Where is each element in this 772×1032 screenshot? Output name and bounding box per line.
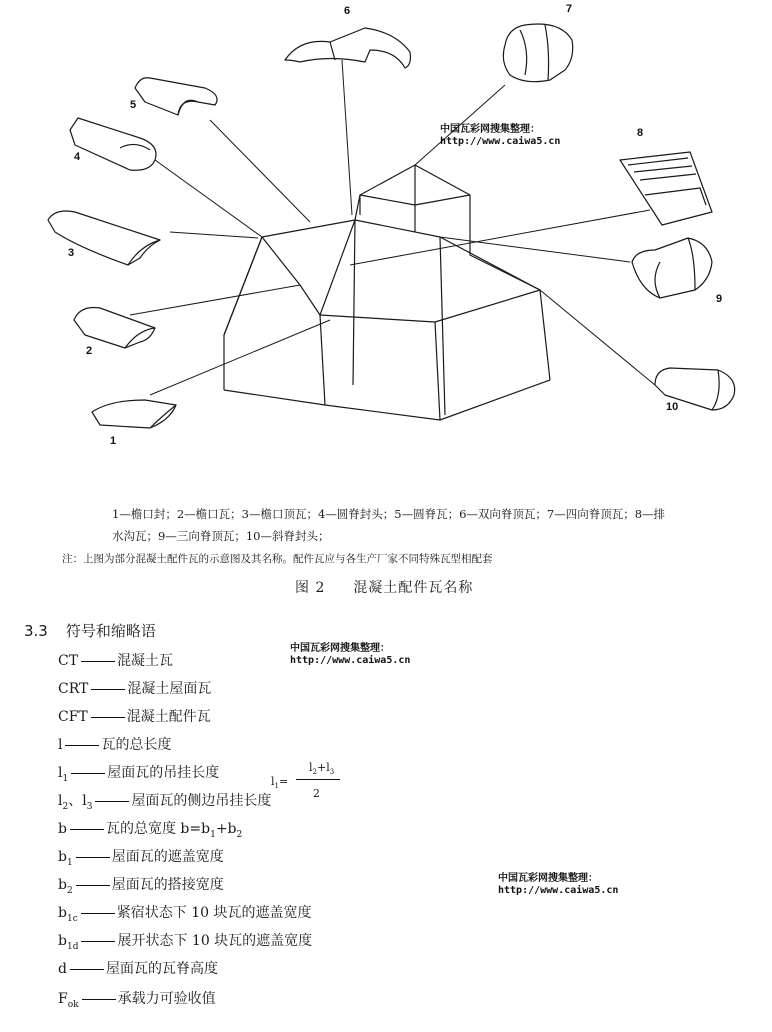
figure-note: 注：上图为部分混凝土配件瓦的示意图及其名称。配件瓦应与各生产厂家不同特殊瓦型相配套 bbox=[62, 553, 493, 565]
symbol-item bbox=[58, 734, 171, 756]
symbol-sub: 2 bbox=[236, 829, 243, 840]
symbol: b bbox=[58, 849, 67, 865]
symbol: l bbox=[58, 793, 63, 809]
legend-line: 水沟瓦；9—三向脊顶瓦；10—斜脊封头； bbox=[112, 529, 330, 543]
symbol-desc: 屋面瓦的吊挂长度 bbox=[107, 765, 220, 781]
label-4: 4 bbox=[74, 151, 81, 163]
label-9: 9 bbox=[716, 293, 723, 305]
watermark-url: http://www.caiwa5.cn bbox=[440, 136, 561, 147]
symbol-item bbox=[58, 790, 271, 812]
caption-title: 混凝土配件瓦名称 bbox=[353, 580, 474, 596]
tile-3-eave-top-tile bbox=[48, 211, 160, 265]
tile-5-round-ridge-tile bbox=[135, 78, 217, 115]
figure-legend bbox=[112, 503, 742, 547]
symbol: CT bbox=[58, 653, 79, 669]
symbol: CFT bbox=[58, 709, 88, 725]
symbol-sub: 1c bbox=[66, 913, 78, 924]
watermark-url: http://www.caiwa5.cn bbox=[290, 655, 411, 666]
symbol-desc: 紧宿状态下 10 块瓦的遮盖宽度 bbox=[116, 905, 312, 921]
tile-8-drainage-tile bbox=[620, 152, 712, 225]
caption-number: 图 2 bbox=[295, 580, 326, 596]
symbol-item bbox=[58, 762, 219, 784]
tile-6-two-way-ridge-top-tile bbox=[285, 28, 410, 68]
symbol-desc: 屋面瓦的侧边吊挂长度 bbox=[131, 793, 272, 809]
watermark-url: http://www.caiwa5.cn bbox=[498, 885, 619, 896]
symbol: d bbox=[58, 961, 67, 977]
tile-7-four-way-ridge-top-tile bbox=[503, 24, 572, 82]
symbol-sub: 1 bbox=[62, 773, 69, 784]
watermark-title: 中国瓦彩网搜集整理： bbox=[440, 124, 540, 135]
symbol-item bbox=[58, 930, 312, 952]
section-number: 3.3 bbox=[24, 622, 48, 640]
symbol-desc: 屋面瓦的遮盖宽度 bbox=[111, 849, 224, 865]
formula-denominator: 2 bbox=[313, 787, 320, 800]
label-6: 6 bbox=[344, 5, 351, 17]
symbol-desc: +b bbox=[215, 821, 237, 837]
label-2: 2 bbox=[86, 345, 93, 357]
symbol-desc: 混凝土瓦 bbox=[117, 653, 174, 669]
label-1: 1 bbox=[110, 435, 117, 447]
watermark bbox=[498, 873, 618, 897]
symbol-sub: 2 bbox=[66, 885, 73, 896]
symbol-sub: 1d bbox=[66, 941, 79, 952]
symbol-item bbox=[58, 650, 173, 672]
symbol-desc: 屋面瓦的搭接宽度 bbox=[111, 877, 224, 893]
symbol-item bbox=[58, 818, 242, 840]
label-7: 7 bbox=[566, 3, 573, 15]
label-3: 3 bbox=[68, 247, 75, 259]
label-8: 8 bbox=[637, 127, 644, 139]
tile-4-round-ridge-end bbox=[70, 118, 156, 170]
building-outline bbox=[224, 165, 550, 420]
figure-caption bbox=[295, 577, 473, 597]
symbol-item bbox=[58, 678, 211, 700]
symbol-item bbox=[58, 706, 211, 728]
symbol-sub: 1 bbox=[66, 857, 73, 868]
symbol: 、l bbox=[68, 793, 87, 809]
watermark bbox=[440, 124, 560, 148]
symbol-desc: 屋面瓦的瓦脊高度 bbox=[105, 961, 218, 977]
label-10: 10 bbox=[666, 401, 679, 413]
symbol: l bbox=[58, 737, 63, 753]
symbol-desc: 展开状态下 10 块瓦的遮盖宽度 bbox=[117, 933, 313, 949]
watermark bbox=[290, 643, 410, 667]
symbol: l bbox=[58, 765, 63, 781]
symbol-item bbox=[58, 958, 218, 980]
symbol-item bbox=[58, 846, 224, 868]
tile-9-three-way-ridge-top-tile bbox=[632, 238, 712, 298]
symbol-desc: 混凝土配件瓦 bbox=[126, 709, 211, 725]
symbol-sub: 2 bbox=[62, 801, 69, 812]
roof-tile-diagram bbox=[0, 0, 772, 470]
tile-2-eave-tile bbox=[74, 308, 155, 349]
symbol: CRT bbox=[58, 681, 89, 697]
symbol-sub: 1 bbox=[210, 829, 216, 840]
l1-formula bbox=[271, 761, 341, 801]
symbol-item bbox=[58, 902, 311, 924]
symbol-item bbox=[58, 988, 216, 1010]
section-heading bbox=[24, 620, 156, 641]
symbol-sub: 3 bbox=[86, 801, 93, 812]
symbol-sub: ok bbox=[67, 999, 79, 1010]
symbol-desc: 瓦的总长度 bbox=[101, 737, 172, 753]
symbol: b bbox=[58, 821, 67, 837]
symbol: b bbox=[58, 905, 67, 921]
formula-lhs: $l_1=$ bbox=[271, 775, 289, 791]
fraction-bar bbox=[296, 779, 340, 780]
formula-numerator: $l_2+l_3$ bbox=[309, 761, 335, 777]
symbol-desc: 承载力可验收值 bbox=[117, 991, 216, 1007]
legend-line: 1—檐口封；2—檐口瓦；3—檐口顶瓦；4—圆脊封头；5—圆脊瓦；6—双向脊顶瓦；7—四向脊顶瓦；8—排 bbox=[112, 507, 666, 521]
symbol-item bbox=[58, 874, 224, 896]
symbol: b bbox=[58, 933, 67, 949]
watermark-title: 中国瓦彩网搜集整理： bbox=[498, 873, 598, 884]
symbol: b bbox=[58, 877, 67, 893]
section-title: 符号和缩略语 bbox=[65, 622, 156, 640]
symbol-desc: 瓦的总宽度 b=b bbox=[105, 821, 211, 837]
tile-1-eave-closure bbox=[92, 400, 176, 428]
symbol-desc: 混凝土屋面瓦 bbox=[127, 681, 212, 697]
label-5: 5 bbox=[130, 99, 137, 111]
symbol: F bbox=[58, 991, 68, 1007]
watermark-title: 中国瓦彩网搜集整理： bbox=[290, 643, 390, 654]
